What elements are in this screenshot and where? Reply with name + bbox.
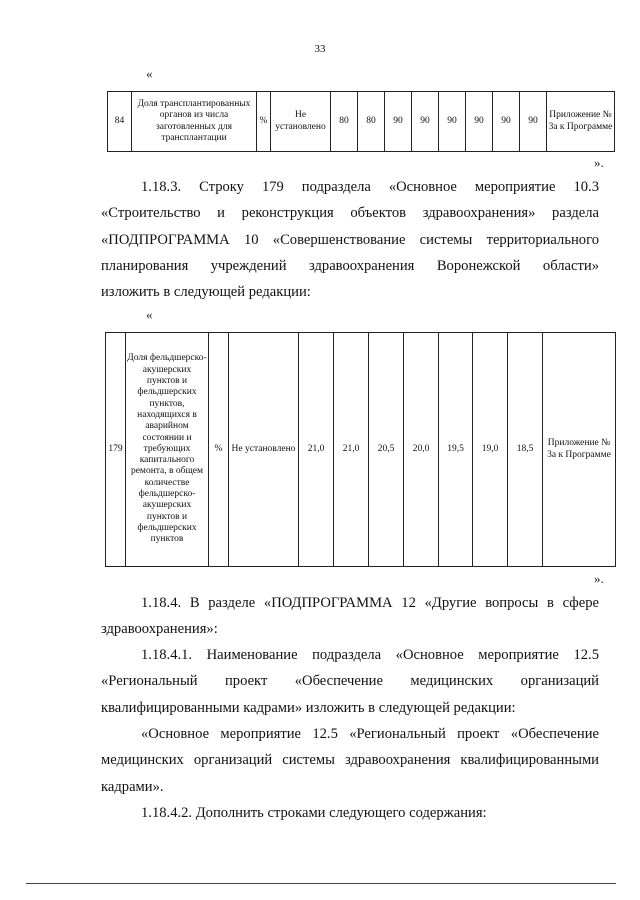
paragraph-1-18-3 [101, 174, 599, 305]
paragraph-line: кадрами». [101, 778, 164, 795]
value-cell: 18,5 [508, 333, 543, 567]
row-number: 179 [106, 333, 126, 567]
value-cell: 19,5 [439, 333, 473, 567]
row-number: 84 [108, 92, 132, 152]
unit-cell: % [209, 333, 229, 567]
value-cell: 90 [385, 92, 412, 152]
unit-cell: % [257, 92, 271, 152]
paragraph-1-18-4 [101, 590, 599, 643]
paragraph-line: «Строительство и реконструкция объектов здравоохранения» раздела [101, 205, 599, 222]
value-cell: 20,5 [369, 333, 404, 567]
open-quote: « [146, 307, 153, 322]
paragraph-line: квалифицированными кадрами» изложить в следующей редакции: [101, 699, 516, 716]
paragraph-line: 1.18.3. Строку 179 подраздела «Основное мероприятие 10.3 [141, 179, 599, 195]
source-cell: Приложение № 3а к Программе [543, 333, 616, 567]
paragraph-line: 1.18.4. В разделе «ПОДПРОГРАММА 12 «Другие вопросы в сфере [141, 595, 599, 611]
open-quote: « [146, 66, 153, 81]
table-row-179 [105, 332, 616, 567]
indicator-name: Доля фельдшерско-акушерских пунктов и фельдшерских пунктов, находящихся в аварийном состоянии и требующих капитального ремонта, в общем количестве фельдшерско-акушерских пунктов и фельдшерских пунктов [126, 333, 209, 567]
value-cell: 90 [439, 92, 466, 152]
close-quote: ». [594, 571, 604, 586]
paragraph-line: 1.18.4.1. Наименование подраздела «Основное мероприятие 12.5 [141, 647, 599, 663]
value-cell: 19,0 [473, 333, 508, 567]
paragraph-line: «Региональный проект «Обеспечение медицинских организаций [101, 673, 599, 690]
close-quote: ». [594, 155, 604, 170]
indicator-name: Доля трансплантированных органов из числа заготовленных для трансплантации [132, 92, 257, 152]
quoted-heading [101, 721, 599, 800]
value-cell: 90 [412, 92, 439, 152]
table-row-84 [107, 91, 615, 152]
paragraph-line: медицинских организаций системы здравоохранения квалифицированными [101, 752, 599, 769]
paragraph-line: 1.18.4.2. Дополнить строками следующего содержания: [141, 805, 487, 821]
paragraph-line: планирования учреждений здравоохранения Воронежской области» [101, 257, 599, 274]
paragraph-line: «Основное мероприятие 12.5 «Региональный проект «Обеспечение [141, 726, 599, 742]
value-cell: 20,0 [404, 333, 439, 567]
bottom-rule [26, 883, 616, 884]
base-value-cell: Не установлено [229, 333, 299, 567]
value-cell: 80 [358, 92, 385, 152]
paragraph-1-18-4-1 [101, 642, 599, 721]
paragraph-line: здравоохранения»: [101, 621, 218, 638]
paragraph-line: изложить в следующей редакции: [101, 284, 311, 301]
value-cell: 21,0 [299, 333, 334, 567]
value-cell: 80 [331, 92, 358, 152]
value-cell: 21,0 [334, 333, 369, 567]
page-number: 33 [314, 43, 326, 55]
value-cell: 90 [466, 92, 493, 152]
paragraph-1-18-4-2 [101, 800, 599, 826]
source-cell: Приложение № 3а к Программе [547, 92, 615, 152]
base-value-cell: Не установлено [271, 92, 331, 152]
paragraph-line: «ПОДПРОГРАММА 10 «Совершенствование системы территориального [101, 231, 599, 248]
value-cell: 90 [520, 92, 547, 152]
value-cell: 90 [493, 92, 520, 152]
